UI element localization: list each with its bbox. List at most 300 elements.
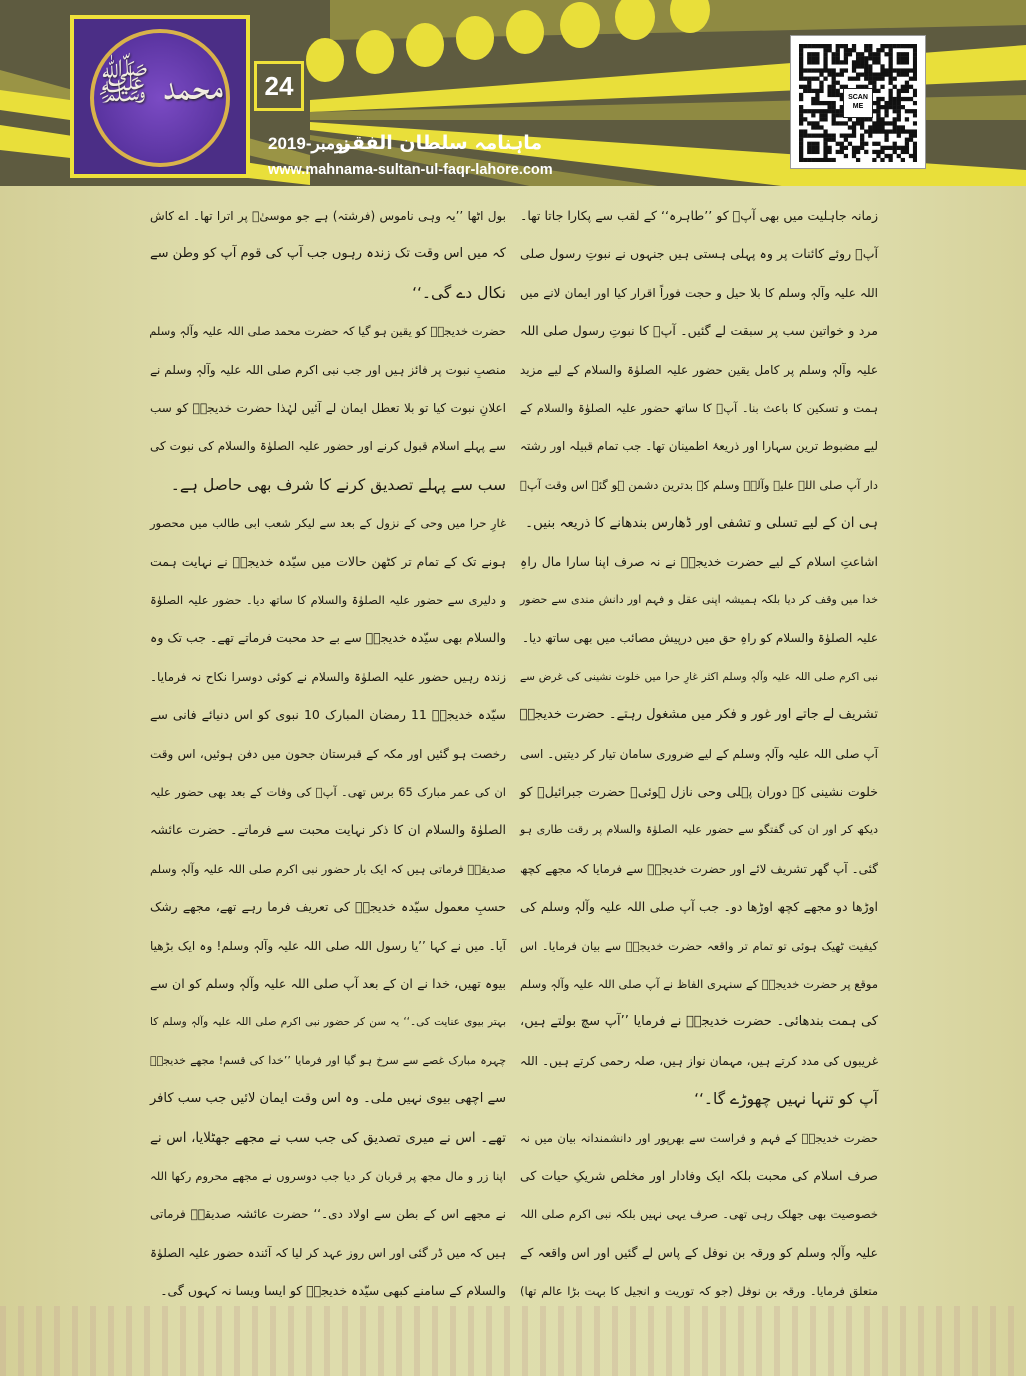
qr-module	[832, 89, 836, 93]
text-line: اوڑھا دو مجھے کچھ اوڑھا دو۔ جب آپ صلی اللہ علیہ وآلہٖ وسلم کی	[520, 899, 878, 915]
qr-module	[832, 117, 836, 121]
text-line: سے اچھی بیوی نہیں ملی۔ وہ اس وقت ایمان لائیں جب سب کافر	[150, 1091, 506, 1107]
qr-module	[913, 121, 917, 125]
qr-module	[823, 60, 827, 64]
text-line: اللہ علیہ وآلہٖ وسلم کا بلا حیل و حجت فوراً اقرار کیا اور ایمان لانے میں	[520, 285, 878, 300]
qr-module	[799, 146, 803, 150]
qr-module	[827, 101, 831, 105]
qr-module	[799, 52, 803, 56]
qr-module	[884, 138, 888, 142]
text-line: نے مجھے اس کے بطن سے اولاد دی۔‘‘ حضرت عائشہ صدیقہؓ فرماتی	[150, 1207, 506, 1222]
qr-module	[897, 154, 901, 158]
qr-module	[832, 68, 836, 72]
qr-module	[872, 60, 876, 64]
qr-module	[913, 64, 917, 68]
qr-module	[844, 52, 848, 56]
qr-module	[913, 44, 917, 48]
qr-module	[827, 138, 831, 142]
qr-module	[884, 101, 888, 105]
qr-module	[827, 158, 831, 162]
qr-module	[880, 97, 884, 101]
qr-module	[819, 85, 823, 89]
text-line: کیفیت ٹھیک ہوئی تو تمام تر واقعہ حضرت خدیجہؓ سے بیان فرمایا۔ اس	[520, 938, 878, 953]
qr-module	[868, 48, 872, 52]
qr-module	[864, 64, 868, 68]
qr-module	[799, 72, 803, 76]
qr-module	[905, 56, 909, 60]
qr-module	[901, 44, 905, 48]
qr-module	[832, 138, 836, 142]
qr-module	[823, 146, 827, 150]
qr-module	[807, 56, 811, 60]
qr-module	[864, 56, 868, 60]
text-line: والسلام بھی سیّدہ خدیجہؓ سے بے حد محبت فرماتے تھے۔ جب تک وہ	[150, 630, 506, 646]
qr-module	[905, 129, 909, 133]
qr-module	[848, 48, 852, 52]
qr-module	[856, 64, 860, 68]
qr-module	[836, 81, 840, 85]
qr-module	[893, 97, 897, 101]
qr-module	[844, 56, 848, 60]
qr-module	[815, 121, 819, 125]
qr-module	[901, 146, 905, 150]
qr-module	[876, 77, 880, 81]
qr-module	[880, 117, 884, 121]
qr-module	[803, 89, 807, 93]
issue-date: نومبر-2019	[268, 134, 349, 153]
qr-module	[905, 117, 909, 121]
qr-module	[815, 125, 819, 129]
qr-module	[811, 60, 815, 64]
qr-module	[897, 60, 901, 64]
magazine-name: ماہنامہ سلطان الفقر	[340, 132, 543, 154]
qr-module	[811, 121, 815, 125]
text-line: الصلوٰۃ والسلام ان کا ذکر نہایت محبت سے فرماتے۔ حضرت عائشہ	[150, 822, 506, 838]
qr-module	[823, 129, 827, 133]
qr-module	[840, 121, 844, 125]
text-line: ہی ان کے لیے تسلی و تشفی اور ڈھارس بندھانے کا ذریعہ بنیں۔	[525, 515, 878, 532]
qr-module	[823, 101, 827, 105]
qr-module	[913, 129, 917, 133]
qr-module	[807, 85, 811, 89]
qr-module	[897, 109, 901, 113]
qr-module	[889, 44, 893, 48]
text-line: اشاعتِ اسلام کے لیے حضرت خدیجہؓ نے نہ صرف اپنا سارا مال راہِ	[520, 553, 878, 569]
qr-module	[893, 142, 897, 146]
qr-module	[880, 105, 884, 109]
qr-module	[897, 113, 901, 117]
qr-module	[836, 142, 840, 146]
qr-module	[889, 64, 893, 68]
qr-module	[807, 81, 811, 85]
qr-module	[819, 117, 823, 121]
qr-module	[913, 56, 917, 60]
qr-module	[803, 77, 807, 81]
qr-module	[815, 146, 819, 150]
qr-module	[823, 48, 827, 52]
qr-module	[852, 48, 856, 52]
qr-module	[811, 134, 815, 138]
qr-module	[876, 52, 880, 56]
qr-module	[832, 93, 836, 97]
qr-module	[799, 134, 803, 138]
qr-module	[901, 125, 905, 129]
qr-module	[852, 44, 856, 48]
qr-module	[832, 113, 836, 117]
qr-module	[844, 138, 848, 142]
text-line: خصوصیت بھی جھلک رہی تھی۔ صرف یہی نہیں بلکہ نبی اکرم صلی اللہ	[520, 1207, 878, 1222]
text-line: علیہ وآلہٖ وسلم کو ورقہ بن نوفل کے پاس لے گئیں اور اس واقعہ کے	[520, 1244, 878, 1260]
qr-module	[819, 44, 823, 48]
qr-module	[889, 48, 893, 52]
qr-module	[913, 101, 917, 105]
qr-module	[876, 142, 880, 146]
qr-module	[913, 113, 917, 117]
qr-module	[876, 125, 880, 129]
qr-module	[889, 97, 893, 101]
qr-module	[884, 105, 888, 109]
qr-module	[815, 56, 819, 60]
qr-module	[909, 85, 913, 89]
qr-module	[815, 52, 819, 56]
qr-module	[880, 85, 884, 89]
text-line: ہونے تک کے تمام تر کٹھن حالات میں سیّدہ خدیجہؓ نے نہایت ہمت	[150, 553, 506, 569]
qr-module	[836, 121, 840, 125]
qr-module	[889, 52, 893, 56]
qr-module	[815, 134, 819, 138]
qr-module	[844, 60, 848, 64]
qr-module	[897, 56, 901, 60]
qr-module	[811, 142, 815, 146]
qr-module	[815, 93, 819, 97]
qr-module	[884, 109, 888, 113]
qr-module	[876, 56, 880, 60]
qr-module	[901, 56, 905, 60]
text-line: گئی۔ آپ گھر تشریف لائے اور حضرت خدیجہؓ سے فرمایا کہ مجھے کچھ	[520, 861, 878, 876]
qr-module	[864, 60, 868, 64]
qr-module	[901, 60, 905, 64]
qr-module	[840, 142, 844, 146]
qr-module	[884, 113, 888, 117]
qr-module	[848, 52, 852, 56]
qr-module	[836, 60, 840, 64]
qr-module	[868, 125, 872, 129]
qr-module	[909, 44, 913, 48]
qr-module	[913, 93, 917, 97]
qr-module	[832, 77, 836, 81]
qr-module	[897, 105, 901, 109]
qr-module	[872, 72, 876, 76]
qr-module	[913, 158, 917, 162]
qr-module	[807, 44, 811, 48]
qr-module	[823, 68, 827, 72]
qr-module	[832, 121, 836, 125]
qr-module	[872, 129, 876, 133]
qr-module	[807, 146, 811, 150]
qr-module	[909, 138, 913, 142]
qr-module	[884, 44, 888, 48]
qr-module	[815, 77, 819, 81]
text-line: صدیقہؓ فرماتی ہیں کہ ایک بار حضور نبی اکرم صلی اللہ علیہ وآلہٖ وسلم	[150, 861, 506, 876]
qr-module	[819, 113, 823, 117]
qr-module	[807, 52, 811, 56]
qr-module	[819, 81, 823, 85]
qr-module	[836, 44, 840, 48]
text-line: آپ کو تنہا نہیں چھوڑے گا۔‘‘	[694, 1090, 878, 1109]
qr-module	[819, 89, 823, 93]
qr-module	[844, 68, 848, 72]
qr-module	[856, 158, 860, 162]
qr-module	[860, 121, 864, 125]
qr-module	[827, 109, 831, 113]
qr-module	[852, 68, 856, 72]
qr-module	[807, 89, 811, 93]
qr-module	[815, 44, 819, 48]
qr-module	[852, 134, 856, 138]
qr-module	[819, 68, 823, 72]
qr-module	[884, 134, 888, 138]
qr-module	[840, 150, 844, 154]
qr-module	[819, 109, 823, 113]
text-line: متعلق فرمایا۔ ورقہ بن نوفل (جو کہ توریت و انجیل کا بہت بڑا عالم تھا)	[520, 1284, 878, 1299]
qr-module	[901, 72, 905, 76]
qr-module	[803, 117, 807, 121]
qr-module	[876, 72, 880, 76]
qr-module	[827, 93, 831, 97]
qr-module	[893, 105, 897, 109]
qr-module	[856, 52, 860, 56]
qr-module	[823, 109, 827, 113]
text-line: حضرت خدیجہؓ کو یقین ہو گیا کہ حضرت محمد صلی اللہ علیہ وآلہٖ وسلم	[149, 324, 506, 339]
qr-module	[844, 44, 848, 48]
qr-module	[844, 146, 848, 150]
qr-module	[799, 138, 803, 142]
qr-module	[876, 109, 880, 113]
qr-module	[832, 158, 836, 162]
qr-module	[872, 142, 876, 146]
qr-module	[913, 68, 917, 72]
qr-module	[880, 129, 884, 133]
qr-module	[836, 109, 840, 113]
qr-module	[823, 138, 827, 142]
qr-module	[832, 56, 836, 60]
qr-module	[872, 125, 876, 129]
magazine-header	[0, 0, 1026, 186]
qr-module	[860, 56, 864, 60]
qr-module	[856, 146, 860, 150]
qr-module	[799, 56, 803, 60]
qr-module	[880, 150, 884, 154]
qr-module	[827, 150, 831, 154]
qr-module	[913, 60, 917, 64]
qr-module	[815, 60, 819, 64]
qr-module	[827, 89, 831, 93]
qr-module	[823, 52, 827, 56]
qr-module	[819, 134, 823, 138]
qr-module	[811, 113, 815, 117]
qr-module	[884, 52, 888, 56]
qr-module	[823, 154, 827, 158]
bottom-ornament-border	[0, 1306, 1026, 1376]
qr-module	[848, 134, 852, 138]
qr-module	[897, 125, 901, 129]
qr-module	[856, 150, 860, 154]
qr-module	[815, 142, 819, 146]
qr-module	[889, 158, 893, 162]
qr-module	[807, 134, 811, 138]
qr-module	[876, 117, 880, 121]
qr-module	[901, 89, 905, 93]
text-line: دار آپ صلی اللہ علیہ وآلہٖ وسلم کے بدترین دشمن ہو گئے اس وقت آپؓ	[520, 477, 878, 492]
qr-module	[876, 89, 880, 93]
qr-module	[815, 68, 819, 72]
qr-module	[909, 154, 913, 158]
qr-module	[836, 56, 840, 60]
qr-module	[901, 97, 905, 101]
qr-module	[803, 129, 807, 133]
website-link[interactable]: www.mahnama-sultan-ul-faqr-lahore.com	[268, 162, 553, 178]
qr-module	[913, 48, 917, 52]
qr-module	[823, 134, 827, 138]
qr-module	[868, 64, 872, 68]
text-line: آیا۔ میں نے کہا ’’یا رسول اللہ صلی اللہ علیہ وآلہٖ وسلم! وہ ایک بڑھیا	[150, 938, 506, 953]
qr-module	[913, 77, 917, 81]
qr-module	[852, 60, 856, 64]
text-line: رخصت ہو گئیں اور مکہ کے قبرستان جحون میں دفن ہوئیں، اس وقت	[150, 746, 506, 761]
qr-module	[799, 113, 803, 117]
qr-module	[860, 60, 864, 64]
qr-module	[799, 60, 803, 64]
qr-module	[897, 93, 901, 97]
qr-module	[840, 146, 844, 150]
qr-module	[897, 72, 901, 76]
qr-module	[893, 44, 897, 48]
qr-module	[799, 117, 803, 121]
qr-module	[880, 48, 884, 52]
qr-module	[884, 154, 888, 158]
qr-module	[889, 154, 893, 158]
qr-module	[852, 150, 856, 154]
qr-module	[840, 134, 844, 138]
qr-module	[901, 158, 905, 162]
qr-module	[897, 101, 901, 105]
qr-module	[807, 77, 811, 81]
qr-module	[860, 134, 864, 138]
qr-module	[889, 56, 893, 60]
qr-module	[884, 146, 888, 150]
qr-module	[811, 109, 815, 113]
text-line: ہیں کہ میں ڈر گئی اور اس روز عہد کر لیا کہ آئندہ حضور علیہ الصلوٰۃ	[149, 1245, 506, 1260]
qr-module	[836, 52, 840, 56]
text-line: سیّدہ خدیجہؓ 11 رمضان المبارک 10 نبوی کو اس دنیائے فانی سے	[150, 707, 507, 723]
qr-module	[864, 72, 868, 76]
qr-module	[868, 72, 872, 76]
qr-module	[864, 142, 868, 146]
qr-module	[819, 158, 823, 162]
qr-module	[860, 146, 864, 150]
qr-module	[852, 125, 856, 129]
qr-module	[844, 134, 848, 138]
qr-module	[799, 93, 803, 97]
scan-me-label: SCAN ME	[843, 88, 873, 118]
qr-module	[832, 81, 836, 85]
qr-module	[913, 89, 917, 93]
text-line: نبی اکرم صلی اللہ علیہ وآلہٖ وسلم اکثر غارِ حرا میں خلوت نشینی کی غرض سے	[520, 670, 878, 683]
qr-module	[827, 68, 831, 72]
qr-module	[811, 101, 815, 105]
qr-module	[872, 52, 876, 56]
qr-module	[880, 146, 884, 150]
text-line: زندہ رہیں حضور علیہ الصلوٰۃ والسلام نے کوئی دوسرا نکاح نہ فرمایا۔	[150, 669, 506, 684]
text-line: موقع پر حضرت خدیجہؓ کے سنہری الفاظ نے آپ صلی اللہ علیہ وآلہٖ وسلم	[520, 977, 878, 991]
text-line: غریبوں کی مدد کرتے ہیں، مہمان نواز ہیں، صلہ رحمی کرتے ہیں۔ اللہ	[520, 1053, 878, 1068]
qr-module	[868, 68, 872, 72]
qr-module	[803, 158, 807, 162]
qr-module	[901, 85, 905, 89]
qr-module	[889, 105, 893, 109]
qr-module	[893, 109, 897, 113]
qr-module	[836, 113, 840, 117]
qr-module	[811, 56, 815, 60]
qr-module	[848, 142, 852, 146]
qr-module	[909, 129, 913, 133]
qr-module	[864, 44, 868, 48]
qr-module	[868, 81, 872, 85]
text-line: خلوت نشینی کے دوران پہلی وحی نازل ہوئی۔ حضرت جبرائیلؑ کو	[520, 784, 878, 799]
qr-module	[803, 68, 807, 72]
qr-module	[811, 77, 815, 81]
text-line: دیکھ کر اور ان کی گفتگو سے حضور علیہ الصلوٰۃ والسلام پر رقت طاری ہو	[520, 823, 878, 837]
qr-module	[832, 85, 836, 89]
text-line: لیے مضبوط ترین سہارا اور ذریعۂ اطمینان تھا۔ جب تمام قبیلہ اور رشتہ	[520, 439, 878, 454]
qr-module	[811, 44, 815, 48]
qr-module	[880, 121, 884, 125]
qr-module	[823, 142, 827, 146]
qr-module	[913, 142, 917, 146]
qr-code[interactable]	[790, 35, 926, 169]
qr-module	[876, 60, 880, 64]
qr-module	[823, 158, 827, 162]
qr-module	[799, 48, 803, 52]
qr-module	[905, 146, 909, 150]
qr-module	[876, 105, 880, 109]
qr-module	[889, 129, 893, 133]
qr-module	[815, 97, 819, 101]
qr-module	[799, 109, 803, 113]
qr-module	[799, 44, 803, 48]
text-line: زمانہ جاہلیت میں بھی آپؓ کو ’’طاہرہ‘‘ کے لقب سے پکارا جاتا تھا۔	[520, 208, 878, 223]
text-line: سب سے پہلے تصدیق کرنے کا شرف بھی حاصل ہے۔	[170, 475, 506, 494]
qr-module	[827, 105, 831, 109]
qr-module	[876, 121, 880, 125]
qr-module	[876, 101, 880, 105]
text-line: بہتر بیوی عنایت کی۔‘‘ یہ سن کر حضور نبی اکرم صلی اللہ علیہ وآلہٖ وسلم کا	[150, 1016, 506, 1029]
qr-module	[815, 101, 819, 105]
text-line: علیہ الصلوٰۃ والسلام کو راہِ حق میں درپیش مصائب میں بھی ساتھ دیا۔	[522, 631, 878, 646]
qr-module	[799, 85, 803, 89]
qr-module	[876, 154, 880, 158]
qr-module	[852, 146, 856, 150]
qr-module	[827, 85, 831, 89]
qr-module	[909, 68, 913, 72]
qr-module	[836, 89, 840, 93]
qr-module	[905, 89, 909, 93]
qr-module	[856, 60, 860, 64]
qr-module	[836, 48, 840, 52]
qr-module	[876, 48, 880, 52]
qr-module	[901, 105, 905, 109]
qr-module	[823, 44, 827, 48]
